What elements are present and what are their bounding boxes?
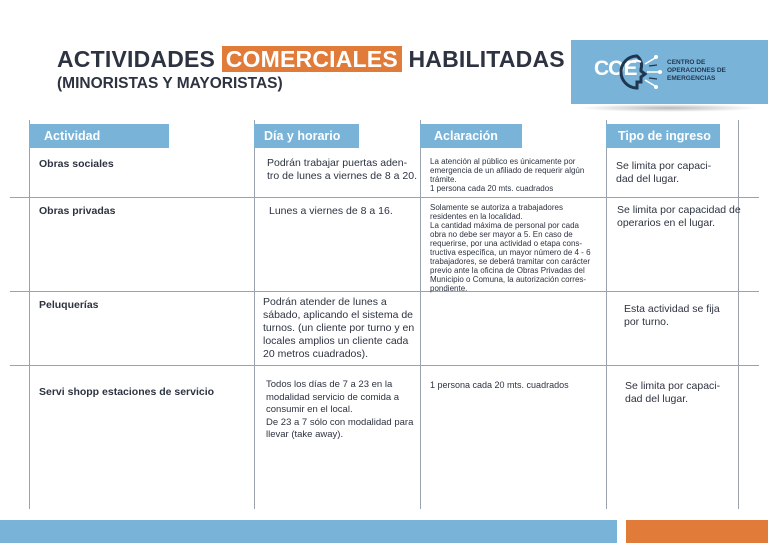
logo-line-3: EMERGENCIAS (667, 75, 716, 82)
column-header-dia-horario: Día y horario (254, 124, 359, 148)
text-line: previo ante la oficina de Obras Privadas del (430, 266, 585, 275)
row-2-ingreso (617, 204, 741, 230)
text-line: Lunes a viernes de 8 a 16. (269, 205, 393, 217)
text-line: trabajadores, se deberá tramitar con carácter (430, 257, 591, 266)
text-line: por turno. (624, 316, 669, 328)
logo-shadow (578, 104, 758, 112)
column-header-tipo-ingreso: Tipo de ingreso (606, 124, 720, 148)
row-2-horario (269, 205, 393, 218)
column-header-aclaracion: Aclaración (420, 124, 522, 148)
column-divider (606, 120, 607, 509)
text-line: Todos los días de 7 a 23 en la (266, 379, 393, 390)
text-line: La cantidad máxima de personal por cada (430, 221, 579, 230)
text-line: Esta actividad se fija (624, 303, 720, 315)
row-3-horario (263, 296, 414, 361)
logo-acronym: COE (594, 57, 637, 80)
text-line: trámite. (430, 175, 457, 184)
text-line: modalidad servicio de comida a (266, 391, 400, 403)
text-line: Se limita por capaci- (625, 380, 721, 392)
page-title (57, 44, 565, 74)
text-line: La atención al público es únicamente por (430, 157, 576, 166)
row-4-ingreso (625, 380, 720, 406)
text-line: De 23 a 7 sólo con modalidad para (266, 416, 414, 428)
row-divider (10, 365, 759, 366)
text-line: locales amplios un cliente cada (263, 335, 409, 347)
text-line: residentes en la localidad. (430, 212, 523, 221)
text-line: Podrán atender de lunes a (263, 296, 387, 308)
coe-logo (571, 40, 768, 104)
column-divider (738, 120, 739, 509)
text-line: dad del lugar. (616, 173, 680, 185)
row-3-actividad: Peluquerías (39, 299, 99, 311)
circuit-head-icon (615, 48, 663, 96)
row-4-aclaracion (430, 381, 569, 390)
text-line: requerirse, por una actividad o etapa cons- (430, 239, 583, 248)
title-part-1: ACTIVIDADES (57, 46, 222, 72)
column-header-actividad: Actividad (29, 124, 169, 148)
text-line: tro de lunes a viernes de 8 a 20. (267, 170, 418, 182)
row-1-horario (267, 157, 417, 183)
row-1-aclaracion (430, 157, 584, 193)
row-divider (10, 291, 759, 292)
row-1-actividad: Obras sociales (39, 158, 114, 170)
text-line: pondiente. (430, 284, 468, 293)
title-highlight: COMERCIALES (222, 46, 402, 72)
logo-line-2: OPERACIONES DE (667, 67, 726, 74)
footer-bar-blue (0, 520, 617, 543)
row-2-aclaracion (430, 203, 591, 293)
column-divider (29, 120, 30, 509)
text-line: llevar (take away). (266, 429, 344, 440)
text-line: tructiva específica, un mayor número de 4 - 6 (430, 248, 591, 257)
text-line: Solamente se autoriza a trabajadores (430, 203, 563, 212)
text-line: turnos. (un cliente por turno y en (263, 322, 415, 334)
column-divider (420, 120, 421, 509)
title-block (57, 44, 565, 94)
text-line: Municipio o Comuna, la autorización corres- (430, 275, 587, 284)
title-part-3: HABILITADAS (401, 46, 565, 72)
row-2-actividad: Obras privadas (39, 205, 116, 217)
row-4-actividad: Servi shopp estaciones de servicio (39, 386, 215, 398)
text-line: Se limita por capaci- (616, 160, 712, 172)
row-3-ingreso (624, 303, 720, 329)
text-line: 1 persona cada 20 mts. cuadrados (430, 184, 554, 193)
text-line: Se limita por capacidad de (617, 204, 741, 216)
column-divider (254, 120, 255, 509)
text-line: 20 metros cuadrados). (263, 348, 369, 360)
logo-line-1: CENTRO DE (667, 59, 706, 66)
text-line: emergencia de un afiliado de requerir algún (430, 166, 585, 175)
text-line: dad del lugar. (625, 393, 689, 405)
text-line: Podrán trabajar puertas aden- (267, 157, 408, 169)
row-divider (10, 197, 759, 198)
footer-bar-orange (626, 520, 768, 543)
text-line: operarios en el lugar. (617, 217, 716, 229)
page-subtitle: (MINORISTAS Y MAYORISTAS) (57, 75, 283, 92)
row-1-ingreso (616, 160, 711, 186)
text-line: obra no debe ser mayor a 5. En caso de (430, 230, 573, 239)
text-line: consumir en el local. (266, 404, 353, 415)
text-line: 1 persona cada 20 mts. cuadrados (430, 380, 569, 390)
logo-text (667, 59, 763, 83)
text-line: sábado, aplicando el sistema de (263, 309, 414, 321)
row-4-horario (266, 379, 413, 442)
